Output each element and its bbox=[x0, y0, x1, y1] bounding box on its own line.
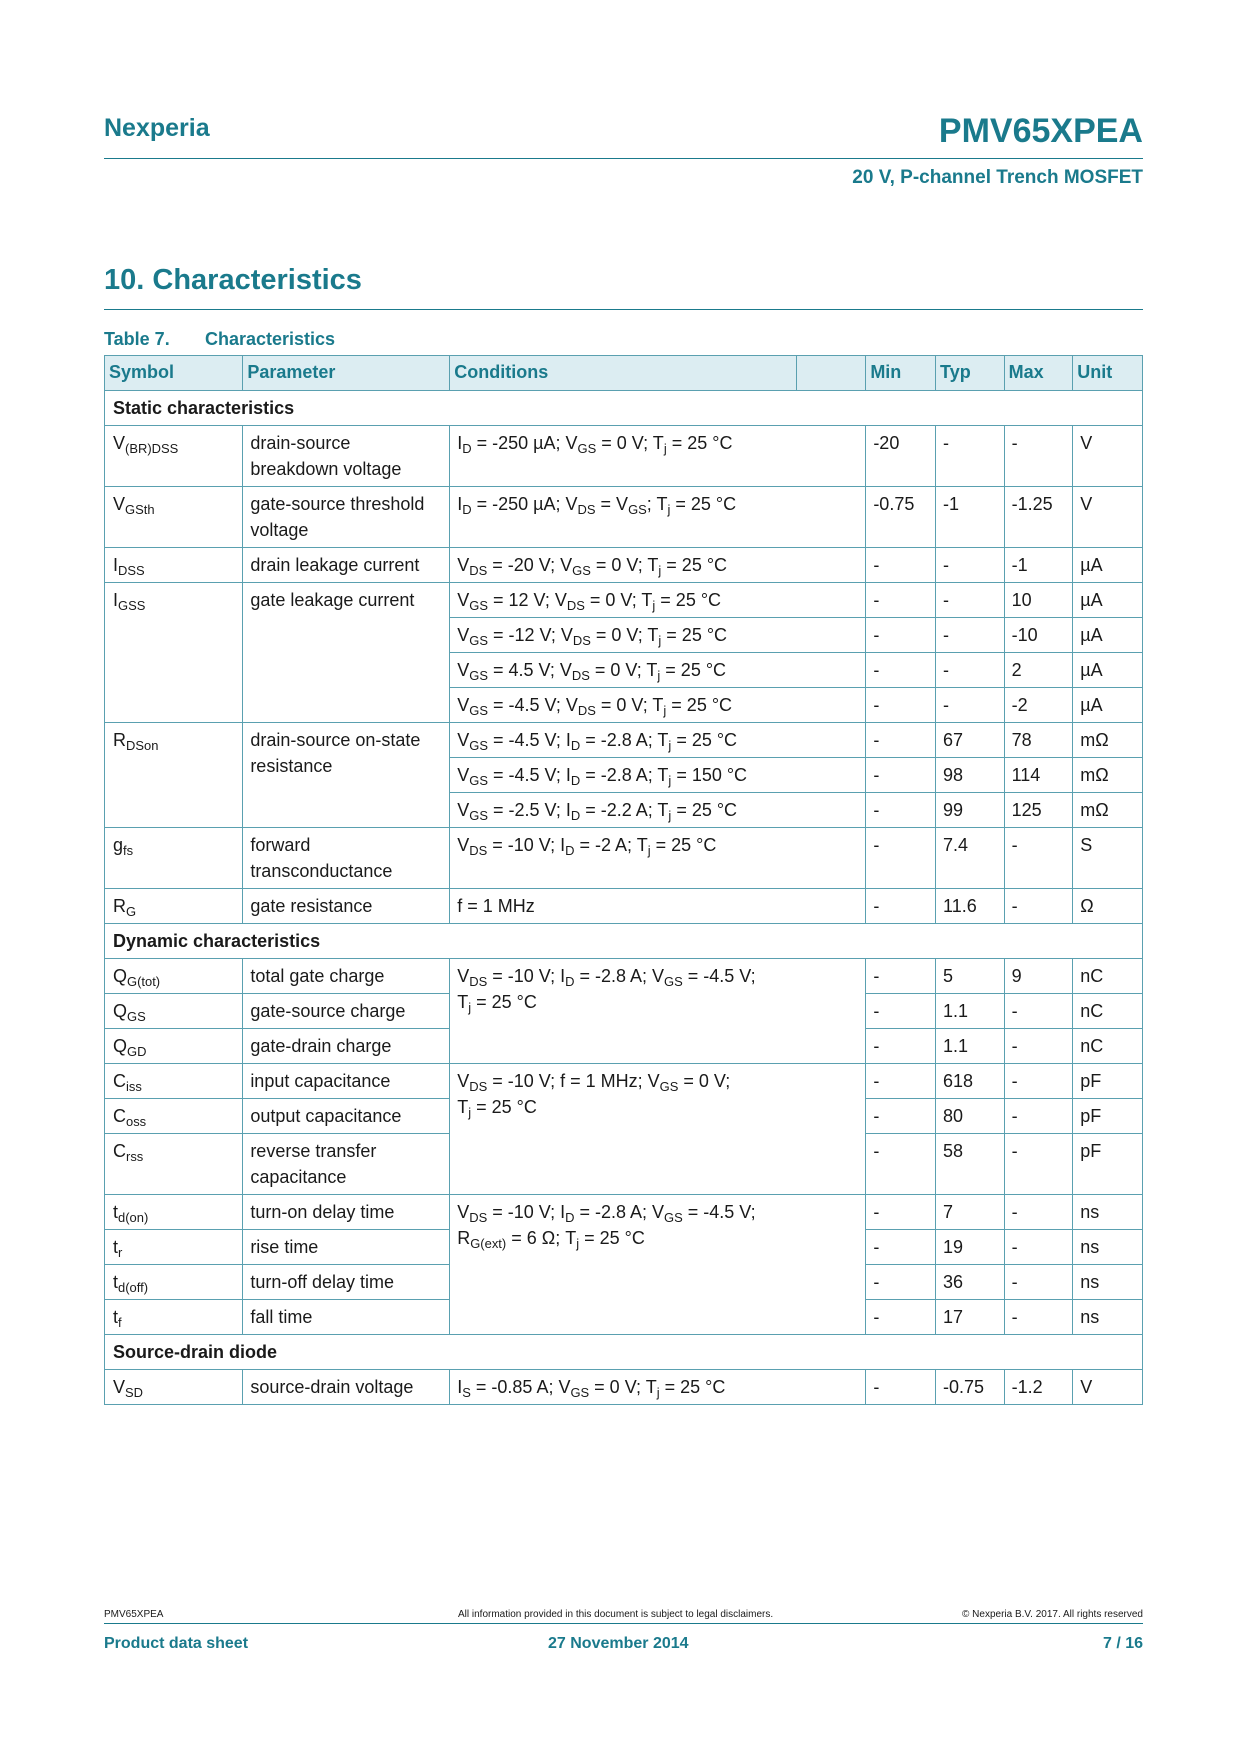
company-name: Nexperia bbox=[104, 114, 210, 142]
conditions-cell: $V_{DS} = -10$ V; $I_D = -2.8$ A; $V_{GS} = -4.5$ V; $T_j = 25$ °C bbox=[450, 959, 866, 1064]
typ-cell: 1.1 bbox=[936, 1029, 1005, 1064]
unit-cell: pF bbox=[1073, 1134, 1143, 1195]
parameter-cell: drain leakage current bbox=[243, 548, 450, 583]
typ-cell: 1.1 bbox=[936, 994, 1005, 1029]
footer-disclaimer: All information provided in this document is subject to legal disclaimers. bbox=[458, 1609, 774, 1620]
unit-cell: mΩ bbox=[1073, 793, 1143, 828]
min-cell: - bbox=[866, 959, 936, 994]
min-cell: - bbox=[866, 548, 936, 583]
header-divider bbox=[104, 158, 1143, 159]
typ-cell: - bbox=[936, 426, 1005, 487]
col-symbol: Symbol bbox=[105, 356, 243, 391]
table-row bbox=[105, 487, 1143, 548]
col-parameter: Parameter bbox=[243, 356, 450, 391]
footer-divider bbox=[104, 1623, 1143, 1624]
symbol-cell: $R_{DSon}$ bbox=[105, 723, 243, 828]
max-cell: - bbox=[1004, 994, 1073, 1029]
table-row bbox=[105, 828, 1143, 889]
unit-cell: V bbox=[1073, 426, 1143, 487]
max-cell: -10 bbox=[1004, 618, 1073, 653]
typ-cell: - bbox=[936, 583, 1005, 618]
parameter-cell: gate-source charge bbox=[243, 994, 450, 1029]
parameter-cell: drain-source breakdown voltage bbox=[243, 426, 450, 487]
min-cell: - bbox=[866, 828, 936, 889]
unit-cell: nC bbox=[1073, 994, 1143, 1029]
symbol-cell: $V_{SD}$ bbox=[105, 1370, 243, 1405]
typ-cell: 36 bbox=[936, 1265, 1005, 1300]
unit-cell: ns bbox=[1073, 1195, 1143, 1230]
symbol-cell: $Q_{G(tot)}$ bbox=[105, 959, 243, 994]
unit-cell: µA bbox=[1073, 583, 1143, 618]
table-row bbox=[105, 889, 1143, 924]
min-cell: - bbox=[866, 1099, 936, 1134]
parameter-cell: gate leakage current bbox=[243, 583, 450, 723]
typ-cell: 98 bbox=[936, 758, 1005, 793]
footer-part-number: PMV65XPEA bbox=[104, 1609, 164, 1620]
min-cell: - bbox=[866, 1265, 936, 1300]
unit-cell: pF bbox=[1073, 1064, 1143, 1099]
max-cell: -1.25 bbox=[1004, 487, 1073, 548]
unit-cell: pF bbox=[1073, 1099, 1143, 1134]
unit-cell: mΩ bbox=[1073, 758, 1143, 793]
page-number: 7 / 16 bbox=[1102, 1635, 1143, 1652]
min-cell: - bbox=[866, 1300, 936, 1335]
table-row bbox=[105, 426, 1143, 487]
parameter-cell: turn-on delay time bbox=[243, 1195, 450, 1230]
max-cell: -1 bbox=[1004, 548, 1073, 583]
typ-cell: 19 bbox=[936, 1230, 1005, 1265]
max-cell: - bbox=[1004, 1230, 1073, 1265]
table-row bbox=[105, 1370, 1143, 1405]
max-cell: -2 bbox=[1004, 688, 1073, 723]
symbol-cell: $I_{DSS}$ bbox=[105, 548, 243, 583]
max-cell: - bbox=[1004, 1029, 1073, 1064]
symbol-cell: $t_{d(on)}$ bbox=[105, 1195, 243, 1230]
typ-cell: 7.4 bbox=[936, 828, 1005, 889]
symbol-cell: $C_{oss}$ bbox=[105, 1099, 243, 1134]
parameter-cell: source-drain voltage bbox=[243, 1370, 450, 1405]
conditions-cell: $V_{GS} = -4.5$ V; $V_{DS} = 0$ V; $T_j = 25$ °C bbox=[450, 688, 866, 723]
min-cell: - bbox=[866, 1230, 936, 1265]
conditions-cell: $V_{DS} = -10$ V; f = 1 MHz; $V_{GS} = 0$ V; $T_j = 25$ °C bbox=[450, 1064, 866, 1195]
col-blank bbox=[796, 356, 866, 391]
conditions-cell: $I_D = -250$ µA; $V_{GS} = 0$ V; $T_j = 25$ °C bbox=[450, 426, 866, 487]
symbol-cell: $C_{rss}$ bbox=[105, 1134, 243, 1195]
typ-cell: - bbox=[936, 618, 1005, 653]
max-cell: - bbox=[1004, 1265, 1073, 1300]
unit-cell: µA bbox=[1073, 653, 1143, 688]
typ-cell: - bbox=[936, 548, 1005, 583]
typ-cell: - bbox=[936, 653, 1005, 688]
typ-cell: 67 bbox=[936, 723, 1005, 758]
typ-cell: 11.6 bbox=[936, 889, 1005, 924]
conditions-cell: $I_S = -0.85$ A; $V_{GS} = 0$ V; $T_j = 25$ °C bbox=[450, 1370, 866, 1405]
min-cell: - bbox=[866, 1370, 936, 1405]
max-cell: - bbox=[1004, 1134, 1073, 1195]
typ-cell: -1 bbox=[936, 487, 1005, 548]
col-min: Min bbox=[866, 356, 936, 391]
min-cell: - bbox=[866, 1195, 936, 1230]
col-max: Max bbox=[1004, 356, 1073, 391]
max-cell: 78 bbox=[1004, 723, 1073, 758]
conditions-cell: $V_{DS} = -10$ V; $I_D = -2.8$ A; $V_{GS} = -4.5$ V; $R_{G(ext)} = 6$ Ω; $T_j = 25$ °C bbox=[450, 1195, 866, 1335]
unit-cell: ns bbox=[1073, 1265, 1143, 1300]
unit-cell: µA bbox=[1073, 548, 1143, 583]
footer-document-type: Product data sheet bbox=[104, 1635, 249, 1652]
symbol-cell: $Q_{GS}$ bbox=[105, 994, 243, 1029]
group-label: Source-drain diode bbox=[105, 1335, 1143, 1370]
conditions-cell: $V_{GS} = -4.5$ V; $I_D = -2.8$ A; $T_j = 150$ °C bbox=[450, 758, 866, 793]
conditions-cell: $V_{DS} = -10$ V; $I_D = -2$ A; $T_j = 25$ °C bbox=[450, 828, 866, 889]
parameter-cell: fall time bbox=[243, 1300, 450, 1335]
conditions-cell: $V_{GS} = 12$ V; $V_{DS} = 0$ V; $T_j = 25$ °C bbox=[450, 583, 866, 618]
table-row bbox=[105, 1195, 1143, 1230]
unit-cell: ns bbox=[1073, 1230, 1143, 1265]
col-conditions: Conditions bbox=[450, 356, 796, 391]
table-caption bbox=[104, 329, 335, 350]
min-cell: -0.75 bbox=[866, 487, 936, 548]
symbol-cell: $I_{GSS}$ bbox=[105, 583, 243, 723]
group-label: Dynamic characteristics bbox=[105, 924, 1143, 959]
min-cell: - bbox=[866, 1029, 936, 1064]
symbol-cell: $Q_{GD}$ bbox=[105, 1029, 243, 1064]
unit-cell: nC bbox=[1073, 959, 1143, 994]
section-divider bbox=[104, 309, 1143, 310]
parameter-cell: reverse transfer capacitance bbox=[243, 1134, 450, 1195]
min-cell: - bbox=[866, 618, 936, 653]
min-cell: - bbox=[866, 758, 936, 793]
symbol-cell: $t_r$ bbox=[105, 1230, 243, 1265]
table-row bbox=[105, 583, 1143, 618]
max-cell: - bbox=[1004, 889, 1073, 924]
parameter-cell: gate-source threshold voltage bbox=[243, 487, 450, 548]
table-row bbox=[105, 959, 1143, 994]
max-cell: - bbox=[1004, 426, 1073, 487]
table-title: Characteristics bbox=[205, 329, 336, 349]
max-cell: -1.2 bbox=[1004, 1370, 1073, 1405]
min-cell: - bbox=[866, 688, 936, 723]
unit-cell: Ω bbox=[1073, 889, 1143, 924]
typ-cell: 80 bbox=[936, 1099, 1005, 1134]
parameter-cell: forward transconductance bbox=[243, 828, 450, 889]
conditions-cell: $V_{GS} = -12$ V; $V_{DS} = 0$ V; $T_j = 25$ °C bbox=[450, 618, 866, 653]
conditions-cell: $V_{GS} = -4.5$ V; $I_D = -2.8$ A; $T_j = 25$ °C bbox=[450, 723, 866, 758]
conditions-cell: f = 1 MHz bbox=[450, 889, 866, 924]
unit-cell: V bbox=[1073, 1370, 1143, 1405]
min-cell: - bbox=[866, 653, 936, 688]
document-subtitle: 20 V, P-channel Trench MOSFET bbox=[852, 167, 1143, 188]
footer-copyright: © Nexperia B.V. 2017. All rights reserved bbox=[962, 1609, 1143, 1620]
min-cell: - bbox=[866, 1134, 936, 1195]
col-typ: Typ bbox=[936, 356, 1005, 391]
parameter-cell: total gate charge bbox=[243, 959, 450, 994]
group-label: Static characteristics bbox=[105, 391, 1143, 426]
max-cell: - bbox=[1004, 828, 1073, 889]
max-cell: - bbox=[1004, 1300, 1073, 1335]
typ-cell: 618 bbox=[936, 1064, 1005, 1099]
min-cell: - bbox=[866, 583, 936, 618]
part-number: PMV65XPEA bbox=[938, 112, 1143, 150]
conditions-cell: $V_{GS} = -2.5$ V; $I_D = -2.2$ A; $T_j = 25$ °C bbox=[450, 793, 866, 828]
parameter-cell: rise time bbox=[243, 1230, 450, 1265]
conditions-cell: $I_D = -250$ µA; $V_{DS} = V_{GS}$; $T_j = 25$ °C bbox=[450, 487, 866, 548]
max-cell: 9 bbox=[1004, 959, 1073, 994]
conditions-cell: $V_{DS} = -20$ V; $V_{GS} = 0$ V; $T_j = 25$ °C bbox=[450, 548, 866, 583]
footer-date: 27 November 2014 bbox=[548, 1635, 689, 1652]
group-row-static bbox=[105, 391, 1143, 426]
table-row bbox=[105, 548, 1143, 583]
min-cell: - bbox=[866, 889, 936, 924]
parameter-cell: input capacitance bbox=[243, 1064, 450, 1099]
group-row-diode bbox=[105, 1335, 1143, 1370]
max-cell: 10 bbox=[1004, 583, 1073, 618]
typ-cell: 58 bbox=[936, 1134, 1005, 1195]
unit-cell: ns bbox=[1073, 1300, 1143, 1335]
symbol-cell: $g_{fs}$ bbox=[105, 828, 243, 889]
typ-cell: 17 bbox=[936, 1300, 1005, 1335]
table-row bbox=[105, 1064, 1143, 1099]
group-row-dynamic bbox=[105, 924, 1143, 959]
typ-cell: 99 bbox=[936, 793, 1005, 828]
col-unit: Unit bbox=[1073, 356, 1143, 391]
max-cell: - bbox=[1004, 1064, 1073, 1099]
unit-cell: µA bbox=[1073, 618, 1143, 653]
min-cell: - bbox=[866, 793, 936, 828]
typ-cell: 7 bbox=[936, 1195, 1005, 1230]
table-row bbox=[105, 723, 1143, 758]
symbol-cell: $R_G$ bbox=[105, 889, 243, 924]
typ-cell: -0.75 bbox=[936, 1370, 1005, 1405]
unit-cell: V bbox=[1073, 487, 1143, 548]
parameter-cell: drain-source on-state resistance bbox=[243, 723, 450, 828]
max-cell: 125 bbox=[1004, 793, 1073, 828]
table-number: Table 7. bbox=[104, 329, 170, 349]
unit-cell: mΩ bbox=[1073, 723, 1143, 758]
parameter-cell: gate resistance bbox=[243, 889, 450, 924]
typ-cell: 5 bbox=[936, 959, 1005, 994]
min-cell: - bbox=[866, 994, 936, 1029]
symbol-cell: $V_{(BR)DSS}$ bbox=[105, 426, 243, 487]
conditions-cell: $V_{GS} = 4.5$ V; $V_{DS} = 0$ V; $T_j = 25$ °C bbox=[450, 653, 866, 688]
characteristics-table bbox=[104, 355, 1143, 1405]
min-cell: - bbox=[866, 1064, 936, 1099]
parameter-cell: gate-drain charge bbox=[243, 1029, 450, 1064]
unit-cell: µA bbox=[1073, 688, 1143, 723]
table-header-row bbox=[105, 356, 1143, 391]
symbol-cell: $V_{GSth}$ bbox=[105, 487, 243, 548]
max-cell: - bbox=[1004, 1099, 1073, 1134]
section-title: 10. Characteristics bbox=[104, 264, 362, 296]
symbol-cell: $t_f$ bbox=[105, 1300, 243, 1335]
min-cell: -20 bbox=[866, 426, 936, 487]
max-cell: 114 bbox=[1004, 758, 1073, 793]
max-cell: 2 bbox=[1004, 653, 1073, 688]
max-cell: - bbox=[1004, 1195, 1073, 1230]
min-cell: - bbox=[866, 723, 936, 758]
symbol-cell: $t_{d(off)}$ bbox=[105, 1265, 243, 1300]
parameter-cell: output capacitance bbox=[243, 1099, 450, 1134]
unit-cell: nC bbox=[1073, 1029, 1143, 1064]
unit-cell: S bbox=[1073, 828, 1143, 889]
symbol-cell: $C_{iss}$ bbox=[105, 1064, 243, 1099]
parameter-cell: turn-off delay time bbox=[243, 1265, 450, 1300]
typ-cell: - bbox=[936, 688, 1005, 723]
